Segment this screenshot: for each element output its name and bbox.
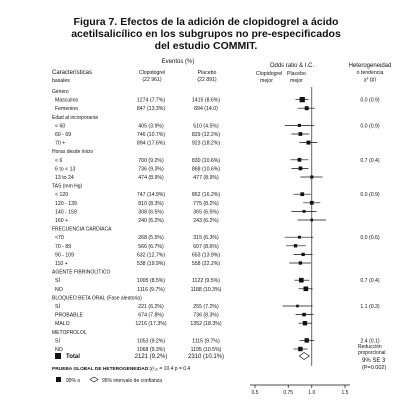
row-28-group-label: METOPROLOL — [52, 329, 87, 336]
row-5-point-estimate — [299, 132, 303, 136]
row-9-placebo-events: 868 (10.6%) — [191, 166, 221, 173]
row-20-clopidogrel-events: 538 (19.9%) — [136, 261, 166, 267]
row-14-label: 140 - 159 — [55, 209, 77, 216]
row-22-point-estimate — [299, 278, 304, 283]
annotation-line-3: 9% SE 3 — [362, 358, 386, 364]
row-14-point-estimate — [303, 210, 306, 213]
row-29-heterogeneity: 2.4 (0.1) — [360, 338, 380, 345]
row-12-point-estimate — [300, 192, 304, 196]
row-19-placebo-events: 653 (13.9%) — [191, 252, 221, 259]
row-14-placebo-events: 365 (6.5%) — [193, 209, 219, 216]
row-22-heterogeneity: 0.7 (0.4) — [360, 278, 380, 285]
row-30-clopidogrel-events: 1068 (9.3%) — [136, 347, 166, 353]
row-2-label: Femenino — [55, 106, 79, 113]
row-8-heterogeneity: 0.7 (0.4) — [360, 157, 380, 164]
legend-ci95-label: 95% intervalo de confianza — [102, 378, 163, 384]
total-square-marker — [55, 353, 61, 359]
row-31-label: Total — [66, 354, 80, 360]
row-24-group-label: BLOQUEO BETA ORAL (Fase aleatoria) — [52, 295, 142, 302]
legend-ci99-label: 99% o — [66, 378, 81, 384]
row-29-label: SÍ — [55, 338, 60, 345]
row-17-clopidogrel-events: 268 (5.5%) — [138, 235, 164, 242]
header-heterogeneity-3: χ² (p) — [363, 77, 377, 83]
row-19-label: 90 - 109 — [55, 252, 75, 259]
row-15-placebo-events: 243 (6.2%) — [193, 218, 219, 224]
figure-title-line-2: acetilsalicílico en los subgrupos no pre-especificados — [71, 28, 341, 40]
row-12-placebo-events: 862 (16.2%) — [191, 192, 221, 199]
row-6-placebo-events: 923 (18.2%) — [191, 140, 221, 147]
x-tick-label-0: 0.5 — [251, 390, 259, 396]
row-17-label: <70 — [55, 235, 64, 242]
row-23-point-estimate — [304, 286, 309, 291]
row-26-clopidogrel-events: 674 (7.8%) — [138, 312, 164, 319]
row-1-label: Masculino — [55, 97, 79, 104]
x-tick-label-3: 1.5 — [341, 390, 349, 396]
row-29-clopidogrel-events: 1053 (9.2%) — [136, 338, 166, 345]
row-10-label: 13 to 24 — [55, 175, 74, 181]
row-30-placebo-events: 1195 (10.5%) — [190, 347, 222, 353]
row-25-placebo-events: 255 (7.2%) — [193, 304, 219, 310]
header-events: Eventos (%) — [161, 59, 195, 65]
row-4-point-estimate — [298, 124, 301, 127]
row-6-clopidogrel-events: 894 (17.6%) — [136, 140, 166, 147]
row-26-label: PROBABLE — [55, 312, 83, 319]
header-clopidogrel-n: (22 961) — [142, 77, 162, 83]
x-tick-label-2: 1.0 — [308, 390, 316, 396]
row-15-label: 160 + — [55, 218, 69, 224]
legend-square-icon — [56, 377, 61, 382]
header-odds-ratio: Odds ratio & I.C. — [269, 63, 315, 69]
row-9-clopidogrel-events: 736 (9.3%) — [138, 166, 164, 173]
row-25-point-estimate — [296, 305, 299, 308]
row-8-point-estimate — [298, 158, 302, 162]
row-8-label: < 6 — [55, 157, 63, 164]
row-5-clopidogrel-events: 746 (10.7%) — [136, 132, 166, 138]
row-1-point-estimate — [300, 97, 305, 102]
row-29-placebo-events: 1115 (9.7%) — [192, 338, 220, 345]
row-8-placebo-events: 830 (10.6%) — [191, 157, 221, 164]
row-27-label: MALO — [55, 321, 70, 328]
row-26-placebo-events: 736 (8.3%) — [193, 312, 219, 319]
figure-title-line-3: del estudio COMMIT. — [154, 40, 258, 52]
header-better-placebo: Placebo — [287, 71, 306, 77]
row-20-label: 110 + — [55, 261, 68, 267]
row-1-clopidogrel-events: 1274 (7.7%) — [136, 97, 166, 104]
row-15-clopidogrel-events: 240 (6.2%) — [138, 218, 164, 224]
total-diamond — [299, 353, 309, 360]
row-20-placebo-events: 558 (22.2%) — [191, 261, 221, 267]
row-12-heterogeneity: 0.0 (0.9) — [360, 192, 380, 199]
row-25-heterogeneity: 1.1 (0.3) — [360, 304, 380, 310]
row-16-group-label: FRECUENCIA CARDIACA — [52, 226, 112, 233]
row-4-clopidogrel-events: 405 (3.9%) — [138, 123, 164, 130]
header-placebo: Placebo — [197, 70, 217, 76]
row-23-placebo-events: 1188 (10.3%) — [190, 286, 222, 293]
row-1-heterogeneity: 0.0 (0.9) — [360, 97, 380, 104]
row-13-label: 120 - 139 — [55, 200, 77, 207]
row-27-clopidogrel-events: 1216 (17.3%) — [135, 321, 167, 328]
row-2-placebo-events: 894 (14.0) — [194, 106, 218, 113]
header-better-clopidogrel-2: mejor — [260, 78, 273, 84]
row-20-point-estimate — [299, 261, 302, 264]
row-4-label: < 60 — [55, 123, 66, 130]
row-25-label: SÍ — [55, 304, 60, 310]
row-23-clopidogrel-events: 1116 (9.7%) — [137, 286, 165, 293]
row-15-point-estimate — [310, 219, 313, 222]
annotation-line-4: (P=0.002) — [362, 365, 387, 371]
footer-heterogeneity-value: χ²₁₉ = 10.4 p = 0.4 — [150, 366, 191, 372]
x-tick-label-1: 0.75 — [283, 390, 294, 396]
row-9-label: 6 to < 13 — [55, 166, 76, 173]
row-22-clopidogrel-events: 1005 (8.5%) — [136, 278, 166, 285]
row-29-point-estimate — [305, 338, 309, 342]
row-0-group-label: Género — [52, 89, 69, 95]
row-14-clopidogrel-events: 308 (6.5%) — [138, 209, 164, 216]
row-5-placebo-events: 829 (12.2%) — [191, 132, 221, 138]
row-30-point-estimate — [298, 347, 302, 351]
row-2-clopidogrel-events: 847 (13.3%) — [136, 106, 166, 113]
header-characteristics-sub: basales — [52, 78, 70, 84]
row-27-placebo-events: 1352 (18.3%) — [190, 321, 222, 328]
row-31-placebo-events: 2310 (10.1%) — [187, 354, 225, 360]
annotation-line-1: Reducción — [358, 344, 382, 350]
row-21-group-label: AGENTE FIBRINOLÍTICO — [52, 269, 111, 276]
header-heterogeneity-2: o tendencia — [356, 70, 384, 76]
row-30-label: NO — [55, 347, 63, 353]
row-31-clopidogrel-events: 2121 (9.2%) — [134, 354, 168, 360]
row-17-placebo-events: 315 (6.3%) — [193, 235, 219, 242]
row-18-clopidogrel-events: 566 (6.7%) — [138, 243, 164, 250]
row-11-group-label: TAS (mm Hg) — [52, 183, 83, 190]
row-25-clopidogrel-events: 221 (6.2%) — [138, 304, 164, 310]
row-10-clopidogrel-events: 474 (8.9%) — [138, 175, 164, 181]
row-17-point-estimate — [298, 236, 301, 239]
row-4-heterogeneity: 0.0 (0.9) — [360, 123, 380, 130]
row-13-clopidogrel-events: 810 (8.3%) — [138, 200, 164, 207]
row-7-group-label: Horas desde inicio — [52, 149, 94, 156]
row-6-point-estimate — [306, 141, 310, 145]
row-18-point-estimate — [294, 244, 297, 247]
row-9-point-estimate — [299, 167, 303, 171]
row-4-placebo-events: 510 (4.5%) — [193, 123, 219, 130]
row-12-label: < 120 — [55, 192, 69, 199]
header-placebo-n: (22 891) — [197, 77, 217, 83]
header-characteristics: Características — [52, 70, 93, 76]
header-clopidogrel: Clopidogrel — [138, 70, 166, 76]
header-heterogeneity: Heterogeneidad — [348, 63, 392, 69]
legend-diamond-icon — [90, 377, 98, 382]
row-26-point-estimate — [302, 313, 306, 317]
row-3-group-label: Edad al incorporarse — [52, 114, 99, 121]
header-better-clopidogrel: Clopidogrel — [256, 71, 283, 77]
row-10-placebo-events: 477 (8.9%) — [193, 175, 219, 181]
row-18-label: 70 - 89 — [55, 243, 72, 250]
row-13-placebo-events: 775 (8.2%) — [193, 200, 219, 207]
row-6-label: 70 + — [55, 140, 66, 147]
row-12-clopidogrel-events: 747 (14.9%) — [136, 192, 166, 199]
row-27-point-estimate — [303, 321, 307, 325]
header-better-placebo-2: mejor — [290, 78, 303, 84]
row-22-label: SÍ — [55, 278, 60, 285]
row-10-point-estimate — [310, 175, 313, 178]
row-5-label: 60 - 69 — [55, 132, 72, 138]
row-23-label: NO — [55, 286, 63, 293]
annotation-line-2: proporcional — [358, 350, 386, 356]
row-13-point-estimate — [310, 201, 314, 205]
row-18-placebo-events: 607 (8.6%) — [193, 243, 219, 250]
row-2-point-estimate — [305, 106, 309, 110]
row-19-clopidogrel-events: 632 (12.7%) — [136, 252, 166, 259]
row-22-placebo-events: 1122 (9.5%) — [192, 278, 220, 285]
row-17-heterogeneity: 0.0 (0.6) — [360, 235, 380, 242]
figure-title-line-1: Figura 7. Efectos de la adición de clopidogrel a ácido — [73, 16, 339, 28]
row-19-point-estimate — [302, 253, 305, 256]
footer-heterogeneity-label: PRUEBA GLOBAL DE HETEROGENEIDAD: — [52, 367, 150, 372]
row-1-placebo-events: 1415 (8.6%) — [191, 97, 221, 104]
row-8-clopidogrel-events: 700 (9.2%) — [138, 157, 164, 164]
